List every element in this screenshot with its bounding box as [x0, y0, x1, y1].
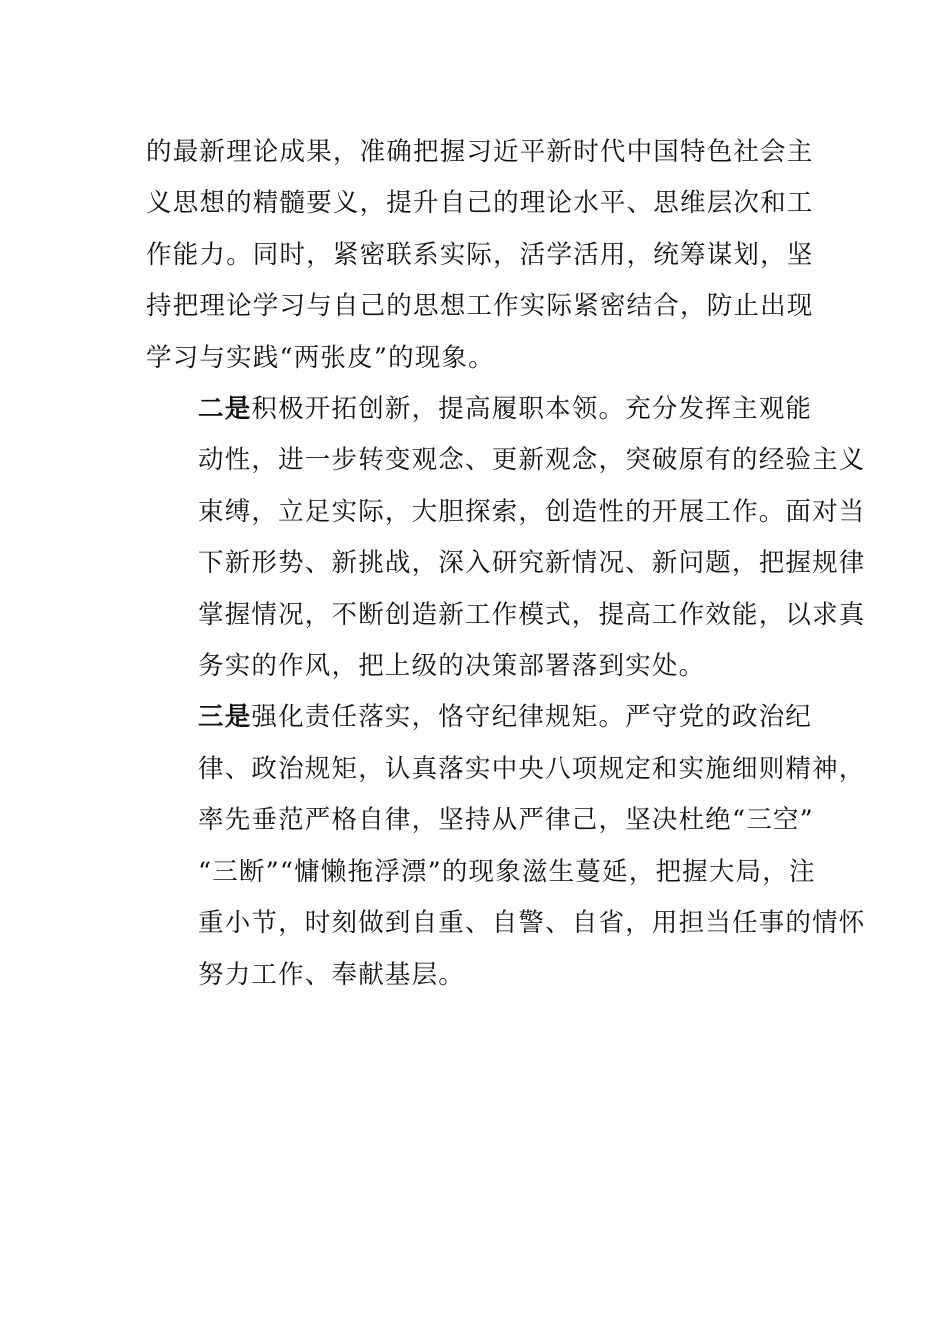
- text-line: 义思想的精髓要义，提升自己的理论水平、思维层次和工: [146, 188, 814, 219]
- text-line: [146, 692, 813, 743]
- text-line: 重小节，时刻做到自重、自警、自省，用担当任事的情怀: [198, 908, 866, 939]
- text-line: 下新形势、新挑战，深入研究新情况、新问题，把握规律: [198, 548, 866, 579]
- text-line-rest: 积极开拓创新，提高履职本领。充分发挥主观能: [251, 394, 813, 425]
- text-line: 持把理论学习与自己的思想工作实际紧密结合，防止出现: [146, 291, 814, 322]
- paragraph-lead: 三是: [198, 702, 252, 733]
- text-line: 的最新理论成果，准确把握习近平新时代中国特色社会主: [146, 137, 814, 167]
- text-line: 掌握情况，不断创造新工作模式，提高工作效能，以求真: [198, 599, 866, 630]
- text-line: 学习与实践“两张皮”的现象。: [146, 342, 495, 373]
- text-line: [146, 384, 813, 435]
- text-line: 努力工作、奉献基层。: [198, 959, 466, 990]
- text-line: 束缚，立足实际，大胆探索，创造性的开展工作。面对当: [198, 496, 866, 527]
- document-body: [146, 127, 866, 1001]
- text-line: “三断”“慵懒拖浮漂”的现象滋生蔓延，把握大局，注: [198, 856, 816, 887]
- text-line: 率先垂范严格自律，坚持从严律己，坚决杜绝“三空”: [198, 805, 814, 836]
- text-line-rest: 强化责任落实，恪守纪律规矩。严守党的政治纪: [251, 702, 813, 733]
- text-line: 动性，进一步转变观念、更新观念，突破原有的经验主义: [198, 445, 866, 476]
- paragraph-point-three: [146, 692, 866, 1000]
- paragraph-lead: 二是: [198, 394, 252, 425]
- text-line: 作能力。同时，紧密联系实际，活学活用，统筹谋划，坚: [146, 239, 814, 270]
- paragraph-point-two: [146, 384, 866, 692]
- text-line: 务实的作风，把上级的决策部署落到实处。: [198, 651, 706, 682]
- text-line: 律、政治规矩，认真落实中央八项规定和实施细则精神，: [198, 753, 866, 784]
- paragraph-continuation: [146, 127, 814, 384]
